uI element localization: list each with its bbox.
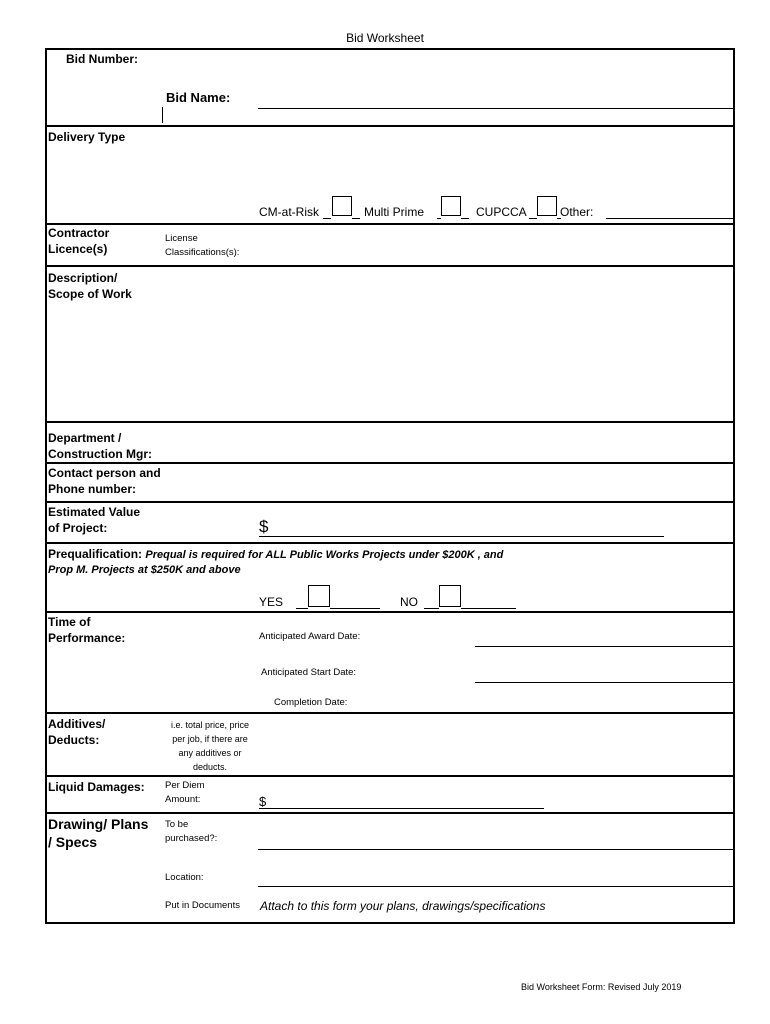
additives-note: i.e. total price, price per job, if there are any additives or deducts. <box>170 720 250 772</box>
delivery-type-label: Delivery Type <box>48 130 126 144</box>
prequal-yes-underline <box>296 608 308 609</box>
row-divider <box>45 542 735 544</box>
multi-prime-checkbox[interactable] <box>441 196 461 216</box>
row-divider <box>45 125 735 127</box>
estimated-currency: $ <box>259 517 269 536</box>
cm-at-risk-checkbox[interactable] <box>332 196 352 216</box>
prequal-no-checkbox[interactable] <box>439 585 461 607</box>
to-be-purchased-label: To be purchased?: <box>165 819 218 844</box>
prequal-yes-underline <box>330 608 380 609</box>
bid-name-field[interactable] <box>258 108 735 109</box>
cupcca-label: CUPCCA <box>476 205 527 219</box>
per-diem-field[interactable] <box>259 808 544 809</box>
attach-note: Attach to this form your plans, drawings/specifications <box>260 899 546 913</box>
contact-label: Contact person and Phone number: <box>48 466 161 496</box>
estimated-value-label: Estimated Value of Project: <box>48 505 141 535</box>
prequal-no-label: NO <box>400 595 418 609</box>
cupcca-underline <box>529 218 537 219</box>
row-divider <box>45 501 735 503</box>
cm-at-risk-underline <box>323 218 331 219</box>
multi-prime-underline <box>437 218 441 219</box>
prequal-label: Prequalification: <box>48 547 143 561</box>
cm-at-risk-label: CM-at-Risk <box>259 205 319 219</box>
time-of-performance-label: Time of Performance: <box>48 615 126 645</box>
row-divider <box>45 775 735 777</box>
location-field[interactable] <box>258 886 735 887</box>
prequal-note: Prequal is required for ALL Public Works Projects under $200K , and <box>145 549 504 561</box>
purchased-field[interactable] <box>258 849 735 850</box>
liquid-currency: $ <box>259 794 267 809</box>
cupcca-checkbox[interactable] <box>537 196 557 216</box>
row-divider <box>45 223 735 225</box>
contractor-label: Contractor Licence(s) <box>48 226 110 256</box>
page-title: Bid Worksheet <box>346 31 424 45</box>
start-date-field[interactable] <box>475 682 735 683</box>
prequal-block <box>48 546 503 563</box>
footer-revision: Bid Worksheet Form: Revised July 2019 <box>521 982 682 992</box>
location-label: Location: <box>165 872 204 883</box>
drawings-label: Drawing/ Plans / Specs <box>48 816 149 850</box>
multi-prime-underline <box>461 218 469 219</box>
cm-at-risk-underline <box>352 218 360 219</box>
prequal-note-line2: Prop M. Projects at $250K and above <box>48 564 241 576</box>
row-divider <box>45 265 735 267</box>
bid-number-label: Bid Number: <box>66 52 138 66</box>
license-classifications-label: License Classifications(s): <box>165 233 240 258</box>
prequal-yes-label: YES <box>259 595 284 609</box>
other-field[interactable] <box>606 218 735 219</box>
per-diem-label: Per Diem Amount: <box>165 780 205 805</box>
other-label: Other: <box>560 205 594 219</box>
row-divider <box>45 611 735 613</box>
description-label: Description/ Scope of Work <box>48 271 132 301</box>
row-divider <box>45 462 735 464</box>
prequal-no-underline <box>461 608 516 609</box>
liquid-damages-label: Liquid Damages: <box>48 780 145 794</box>
department-label: Department / Construction Mgr: <box>48 431 152 461</box>
row-divider <box>45 712 735 714</box>
estimated-value-field[interactable] <box>259 536 664 537</box>
text-cursor <box>162 107 163 123</box>
prequal-yes-checkbox[interactable] <box>308 585 330 607</box>
additives-label: Additives/ Deducts: <box>48 717 106 747</box>
row-divider <box>45 812 735 814</box>
completion-date-label: Completion Date: <box>274 697 348 708</box>
start-date-label: Anticipated Start Date: <box>261 667 357 678</box>
multi-prime-label: Multi Prime <box>364 205 425 219</box>
row-divider <box>45 421 735 423</box>
award-date-field[interactable] <box>475 646 735 647</box>
put-in-documents-label: Put in Documents <box>165 900 240 911</box>
prequal-no-underline <box>424 608 439 609</box>
award-date-label: Anticipated Award Date: <box>259 631 361 642</box>
bid-name-label: Bid Name: <box>166 90 231 105</box>
